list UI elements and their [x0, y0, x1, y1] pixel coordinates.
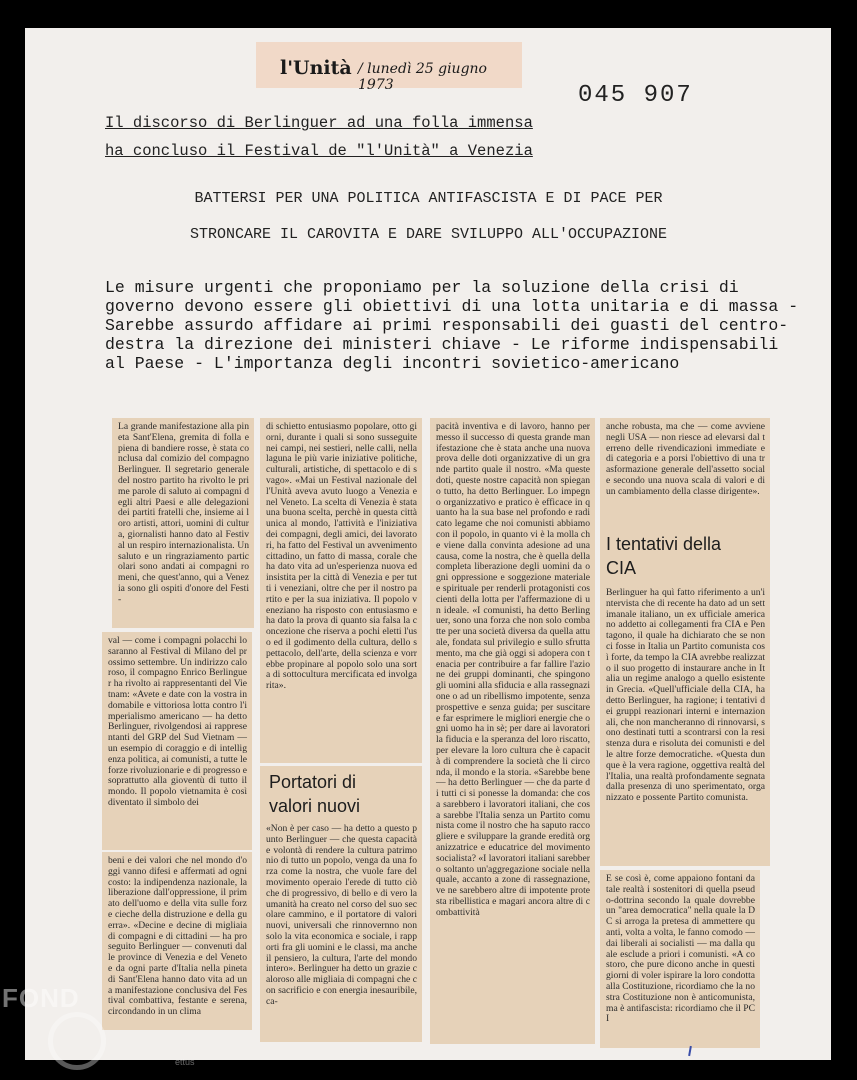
archive-number: 045 907 — [578, 82, 693, 109]
article-clipping — [260, 418, 422, 763]
clipping-text: anche robusta, ma che — come avviene negli USA — non riesce ad elevarsi dal terreno delle rivendicazioni immediate e di categoria e a porsi l'obiettivo di una trasformazione generale dell'assetto sociale secondo una nuova scala di valori e di un cambiamento della classe dirigente». — [606, 421, 765, 497]
clipping-text: val — come i compagni polacchi lo saranno al Festival di Milano del prossimo settembre. Un indirizzo caloroso, il compagno Enrico Berlinguer ha rivolto ai rappresentanti del Vietnam: «Avete e date con la vostra indomabile e vittoriosa lotta contro l'imperialismo americano — ha detto Berlinguer, rivolgendosi ai rappresentanti del GRP del Sud Vietnam — un esempio di coraggio e di intelligenza politica, ai comunisti, a tutte le forze rivoluzionarie e di progresso e soprattutto alla gioventù di tutto il mondo. Il popolo vietnamita è così diventato il simbolo dei — [108, 635, 247, 808]
section-heading: I tentativi della CIA — [606, 534, 722, 578]
subtitle-line-4: destra la direzione dei ministeri chiave - Le riforme indispensabili — [105, 335, 779, 354]
article-clipping — [102, 852, 252, 1030]
caps-line-1: BATTERSI PER UNA POLITICA ANTIFASCISTA E DI PACE PER — [194, 190, 663, 207]
subtitle-line-1: Le misure urgenti che proponiamo per la soluzione della crisi di — [105, 278, 739, 297]
subtitle-line-5: al Paese - L'importanza degli incontri sovietico-americano — [105, 354, 680, 373]
watermark-text: FOND — [2, 983, 80, 1013]
watermark-subtext: ettus — [175, 1057, 195, 1067]
article-clipping — [600, 418, 770, 866]
watermark-logo-icon — [48, 1012, 106, 1070]
article-clipping — [102, 632, 252, 850]
section-heading: Portatori di valori nuovi — [269, 772, 361, 816]
article-clipping — [260, 766, 422, 1042]
newspaper-masthead-clip — [256, 42, 522, 93]
clipping-text: «Non è per caso — ha detto a questo punto Berlinguer — che questa capacità e volontà di rendere la cultura patrimonio di tutto un popolo, venga da una forza come la nostra, che vuole fare del movimento operaio l'erede di tutto ciò che di progressivo, di bello e di vero la umanità ha creato nel corso del suo secolare cammino, e il portatore di valori nuovi, universali che rinnovernno non solo la vita economica e sociale, i rapporti fra gli uomini e le classi, ma anche il pensiero, la cultura, l'arte del mondo intero». Berlinguer ha detto un grazie caloroso alle migliaia di compagni che con sacrificio e con energia inesauribile, ca- — [266, 823, 417, 1007]
newspaper-name: l'Unità — [280, 57, 352, 79]
article-clipping — [112, 418, 254, 628]
clipping-text: di schietto entusiasmo popolare, otto giorni, durante i quali si sono susseguite nei campi, nei sestieri, nelle calli, nella laguna le più varie iniziative politiche, culturali, artistiche, di spettacolo e di svago». «Mai un Festival nazionale dell'Unità aveva avuto luogo a Venezia e nel Veneto. La scelta di Venezia è stata una buona scelta, perchè in questa città unica al mondo, l'attività e l'iniziativa dei compagni, degli amici, dei lavoratori, ha fatto del Festival un avvenimento cittadino, un fatto di massa, corale che ha dato vita ad un'esperienza nuova ed insistita per la città di Venezia e per tutti i veneziani, oltre che per il nostro partito e per la sua iniziativa. Il popolo veneziano ha risposto con entusiasmo e ha dato la prova di quanto sia falsa la concezione che riserva a pochi eletti l'uso ed il godimento della cultura, dello spettacolo, dell'arte, della scienza e vorrebbe propinare al popolo solo una sorta di sottocultura mercificata ed involgarita». — [266, 421, 417, 692]
title-line-2: ha concluso il Festival de "l'Unità" a Venezia — [105, 142, 533, 160]
caps-line-2: STRONCARE IL CAROVITA E DARE SVILUPPO ALL'OCCUPAZIONE — [189, 226, 668, 243]
clipping-text: Berlinguer ha quì fatto riferimento a un'intervista che di recente ha dato ad un settimanale italiano, un ex ufficiale americano addetto ai collegamenti fra CIA e Pentagono, il quale ha dichiarato che se non ci fosse in Italia un Partito comunista così forte, da tempo la CIA avrebbe realizzato il suo progetto di instaurare anche in Italia un regime analogo a quello esistente in Grecia. «Quell'ufficiale della CIA, ha detto Berlinguer, ha ragione; i tentativi dei gruppi reazionari interni e internazionali, che non mancheranno di rinnovarsi, sono destinati tutti a scontrarsi con la resistenza dura e risoluta dei comunisti e delle altre forze democratiche. «Questa dunque è la vera ragione, oggettiva realtà dell'Italia, una realtà profondamente segnata dalla presenza di uno sperimentato, organizzato e possente Partito comunista. — [606, 587, 765, 804]
newspaper-date: / lunedì 25 giugno 1973 — [358, 61, 487, 93]
clipping-text: E se così è, come appaiono fontani da tale realtà i sostenitori di quella pseudo-dottrina secondo la quale dovrebbe un "area democratica" nella quale la DC si arroga la pretesa di ammettere quanti, volta a volta, le fanno comodo — dai liberali ai socialisti — ma dalla quale esclude a priori i comunisti. «A costoro, che pure dicono anche in questi giorni di voler ispirare la loro condotta alla Costituzione, ricordiamo che la nostra Costituzione non è anticomunista, ma è antifascista: ricordiamo che il PCI — [606, 873, 755, 1025]
subtitle-line-2: governo devono essere gli obiettivi di una lotta unitaria e di massa - — [105, 297, 799, 316]
clipping-text: La grande manifestazione alla pineta Sant'Elena, gremita di folla e piena di bandiere rosse, è stata conclusa dal comizio del compagno Berlinguer. Il segretario generale del nostro partito ha rivolto le prime parole di saluto ai compagni degli altri Paesi e alle delegazioni dei partiti fratelli che, insieme ai loro artisti, attori, uomini di cultura, giornalisti hanno dato al Festival un respiro internazionalista. Un saluto e un ringraziamento particolari sono andati ai compagni romeni, che quest'anno, qui a Venezia sono gli ospiti d'onore del Festi- — [118, 421, 249, 605]
clipping-text: beni e dei valori che nel mondo d'oggi vanno difesi e affermati ad ogni costo: la indipendenza nazionale, la liberazione dall'oppressione, il primato dell'uomo e della vita sulle forze cieche della distruzione e della guerra». «Decine e decine di migliaia di compagni e di cittadini — ha proseguito Berlinguer — convenuti dalle province di Venezia e del Veneto e da ogni parte d'Italia nella pineta di Sant'Elena hanno dato vita ad una manifestazione conclusiva del Festival combattiva, festante e serena, circondando in un clima — [108, 855, 247, 1018]
subtitle-line-3: Sarebbe assurdo affidare ai primi responsabili dei guasti del centro- — [105, 316, 789, 335]
title-line-1: Il discorso di Berlinguer ad una folla immensa — [105, 114, 533, 132]
clipping-text: pacità inventiva e di lavoro, hanno permesso il successo di questa grande manifestazione che è stata anche una nuova prova delle doti organizzative di un grande partito quale il nostro. «Ma queste doti, queste nostre capacità non spiegano tutto, ha detto Berlinguer. Lo impegno organizzativo e pratico è efficace in quanto ha la sua base nel profondo e radicato legame che noi comunisti abbiamo con il popolo, in quanto vi è la molla che viene dalla convinta adesione ad una causa, come la nostra, che è quella della completa liberazione degli uomini da ogni oppressione e soggezione materiale e spirituale per renderli protagonisti coscienti della lotta per l'affermazione di un ideale. «I comunisti, ha detto Berlinguer, sono una forza che non solo combatte per una società diversa da quella attuale, fondata sul privilegio e sullo sfruttamento, ma che già oggi si adopera con tenacia per contribuire a far fallire l'azione dei gruppi dominanti, che spingono gli uomini alla sfiducia e alla rassegnazione o ad un ribellismo impotente, senza prospettive e senza guida; per suscitare e far esprimere le migliori energie che ogni uomo ha in sè; per dare ai lavoratori la fiducia e la speranza del loro riscatto, per elevare la loro cultura che è capacità di comprendere la società che li circonda, il mondo e la storia. «Sarebbe bene — ha detto Berlinguer — che da parte di tutti ci si ponesse la domanda: che cosa sarebbero i lavoratori italiani, che cosa sarebbe l'Italia senza un Partito comunista come il nostro che ha saputo raccogliere e sviluppare la grande eredità organizzatrice e educatrice del movimento socialista? «I lavoratori italiani sarebbero soltanto un'aggregazione sociale nella quale, accanto a zone di rassegnazione, ve ne sarebbero altre di impotente protesta ribellistica e magari ancora altre di combattività — [436, 421, 590, 918]
article-clipping — [430, 418, 595, 1044]
article-clipping — [600, 870, 760, 1048]
